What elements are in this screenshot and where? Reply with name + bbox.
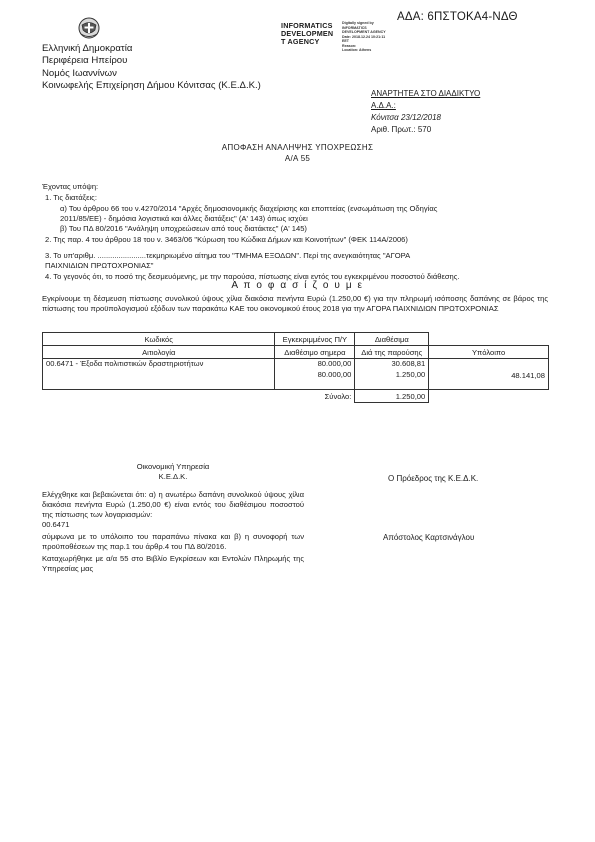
considering-item-3-cont: ΠΑΙΧΝΙΔΙΩΝ ΠΡΩΤΟΧΡΟΝΙΑΣ" xyxy=(45,261,154,270)
total-label: Σύνολο: xyxy=(324,391,352,401)
signature-details xyxy=(342,21,386,53)
row-balance-value: 48.141,08 xyxy=(511,371,545,380)
table-subheader-row xyxy=(43,346,549,359)
row-available-value: 80.000,00 xyxy=(317,370,352,379)
greek-emblem-icon xyxy=(78,17,100,39)
header-reason: Αιτιολογία xyxy=(43,346,275,359)
president-title: Ο Πρόεδρος της Κ.Ε.Δ.Κ. xyxy=(388,474,479,483)
header-line: Κοινωφελής Επιχείρηση Δήμου Κόνιτσας (Κ.Ε.Δ.Κ.) xyxy=(42,80,261,92)
row-description: 00.6471 - Έξοδα πολιτιστικών δραστηριοτήτων xyxy=(43,359,275,390)
header-code: Κωδικός xyxy=(43,333,275,346)
row-disposable xyxy=(355,359,429,390)
considering-item-4: 4. Το γεγονός ότι, το ποσό της δεσμευόμενης, με την παρούσα, πίστωσης είναι εντός του εγκεκριμένου ποσοστού διάθεσης. xyxy=(45,272,460,281)
header-balance: Υπόλοιπο xyxy=(429,346,549,359)
financial-paragraph-1: Ελέγχθηκε και βεβαιώνεται ότι: α) η ανωτέρω δαπάνη συνολικού ύψους χίλια διακόσια πενήντα Ευρώ (1.250,00 €) είναι εντός του διαθέσιμου ποσοστού της πίστωσης των λογαριασμών: xyxy=(42,490,304,519)
table-row xyxy=(43,359,549,390)
financial-account: 00.6471 xyxy=(42,520,70,529)
signature-logo-line: DEVELOPMEN xyxy=(281,29,334,39)
row-balance xyxy=(429,359,549,390)
row-this-value: 1.250,00 xyxy=(395,370,426,379)
considering-item-1: 1. Τις διατάξεις: xyxy=(45,193,97,202)
posted-online-label: ΑΝΑΡΤΗΤΕΑ ΣΤΟ ΔΙΑΔΙΚΤΥΟ xyxy=(371,89,481,98)
financial-heading: Οικονομική Υπηρεσία xyxy=(136,462,210,471)
considering-item-1a: α) Του άρθρου 66 του ν.4270/2014 "Αρχές δημοσιονομικής διαχείρισης και εποπτείας (ενσωμάτωση της Οδηγίας xyxy=(60,204,438,213)
header-approved: Εγκεκριμμένος Π/Υ xyxy=(275,333,355,346)
resolve-text: Εγκρίνουμε τη δέσμευση πίστωσης συνολικού ύψους χίλια διακόσια πενήντα Ευρώ (1.250,00 €) για την πληρωμή ισόποσης δαπάνης σε βάρος της πίστωσης του προϋπολογισμού εξόδων των παρακάτω ΚΑΕ του οικονομικού έτους 2018 για την ΑΓΟΡΑ ΠΑΙΧΝΙΔΙΩΝ ΠΡΩΤΟΧΡΟΝΙΑΣ xyxy=(42,294,548,313)
row-approved-value: 80.000,00 xyxy=(317,359,352,368)
table-header-row xyxy=(43,333,549,346)
considering-intro: Έχοντας υπόψη: xyxy=(42,182,99,191)
place-date: Κόνιτσα 23/12/2018 xyxy=(371,113,441,122)
header-this: Διά της παρούσης xyxy=(355,346,429,359)
financial-org: Κ.Ε.Δ.Κ. xyxy=(158,472,188,481)
protocol-number: Αριθ. Πρωτ.: 570 xyxy=(371,125,432,134)
decision-title-block xyxy=(0,142,595,164)
total-value: 1.250,00 xyxy=(355,390,429,403)
considering-item-2: 2. Της παρ. 4 του άρθρου 18 του ν. 3463/06 "Κύρωση του Κώδικα Δήμων και Κοινοτήτων" (ΦΕΚ 114Α/2006) xyxy=(45,235,408,244)
signature-detail-line: Location: Athens xyxy=(342,48,372,52)
table-total-row xyxy=(43,390,549,403)
financial-paragraph-3: Καταχωρήθηκε με α/α 55 στο Βιβλίο Εγκρίσεων και Εντολών Πληρωμής της Υπηρεσίας μας xyxy=(42,554,304,573)
decision-title: ΑΠΟΦΑΣΗ ΑΝΑΛΗΨΗΣ ΥΠΟΧΡΕΩΣΗΣ xyxy=(221,143,374,152)
financial-service-block xyxy=(42,462,304,574)
signature-detail-line: INFORMATICS xyxy=(342,25,367,30)
signature-logo xyxy=(281,22,333,47)
signature-detail-line: DEVELOPMENT AGENCY xyxy=(342,30,386,34)
ada-label: Α.Δ.Α.: xyxy=(371,101,396,110)
financial-paragraph-2: σύμφωνα με το υπόλοιπο του παραπάνω πίνακα και β) η συνοφορή των προϋποθέσεων της παρ.1 του άρθρ.4 του ΠΔ 80/2016. xyxy=(42,532,304,551)
signature-detail-line: Date: 2018.12.24 10:21:11 xyxy=(342,34,386,39)
row-approved xyxy=(275,359,355,390)
president-name: Απόστολος Καρτσινάγλου xyxy=(383,533,475,542)
row-disposable-value: 30.608,81 xyxy=(391,359,426,368)
header-line: Περιφέρεια Ηπείρου xyxy=(42,55,128,67)
signature-detail-line: EET xyxy=(342,39,349,43)
accounts-table xyxy=(42,332,549,403)
posting-info xyxy=(371,88,480,136)
ada-code: ΑΔΑ: 6ΠΣΤΟΚΑ4-ΝΔΘ xyxy=(397,11,518,23)
decision-number: Α/Α 55 xyxy=(284,154,311,163)
header-available: Διαθέσιμο σημερα xyxy=(275,346,355,359)
header-disposable: Διαθέσιμα xyxy=(355,333,429,346)
signature-detail-line: Digitally signed by xyxy=(342,21,374,25)
resolve-heading: Α π ο φ α σ ί ζ ο υ μ ε xyxy=(231,280,364,291)
signature-logo-line: T AGENCY xyxy=(281,37,320,47)
signature-detail-line: Reason: xyxy=(342,43,357,48)
considering-item-1b: β) Του ΠΔ 80/2016 "Ανάληψη υποχρεώσεων από τους διατάκτες" (Α' 145) xyxy=(60,224,307,233)
header-line: Ελληνική Δημοκρατία xyxy=(42,43,133,54)
issuer-header xyxy=(42,43,261,93)
considering-item-1a-cont: 2011/85/ΕΕ) - δημόσια λογιστικά και άλλες διατάξεις" (Α' 143) όπως ισχύει xyxy=(60,214,308,223)
considering-item-3: 3. Το υπ'αριθμ. .......................τεκμηριωμένο αίτημα του "ΤΜΗΜΑ ΕΞΟΔΩΝ". Περί της ανεγκαιότητας "ΑΓΟΡΑ xyxy=(45,251,411,260)
header-line: Νομός Ιωαννίνων xyxy=(42,67,117,79)
signature-logo-line: INFORMATICS xyxy=(281,21,333,30)
